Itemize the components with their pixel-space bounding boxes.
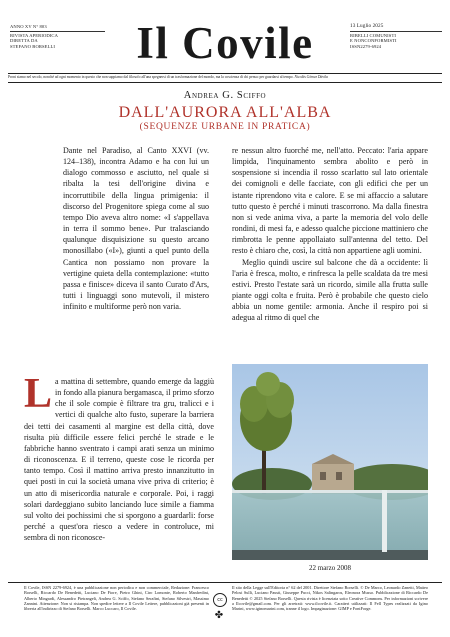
masthead-right-line: RIBELLI COMUNISTI — [350, 32, 396, 38]
article-author: Andrea G. Sciffo — [183, 90, 267, 101]
masthead-left — [10, 24, 105, 49]
col2-paragraph-2: Meglio quindi uscire sul balcone che dà a occidente: lì l'aria è fresca, molto, e rinfresca la pelle scaldata da tre mesi estivi. Presto l'estate sarà un ricordo, simile alla frutta sulle piante oggi colta e fruita. Però è probabile che questo cielo abbia un nome gentile: armonia. Anche il respiro poi si adegua al ritmo di quel che — [232, 257, 428, 323]
masthead-left-line: RIVISTA APERIODICA — [10, 32, 59, 38]
masthead-title: Il Covile — [136, 18, 314, 68]
para1-text: a mattina di settembre, quando emerge da laggiù in fondo alla pianura bergamasca, il primo sforzo che il sole compie è filtrare tra gru, tralicci e i vertici di qualche alto fusto, superare la barriera dei tetti dei casamenti al margine est della città, dove risulta più difficile essere felici perché le strade e le fabbriche hanno sventrato i campi arati senza un minimo di riconoscenza. E il terreno, queste cose le ricorda per tanto tempo. Così il mattino arriva presto innanzitutto in quei posti in cui la società umana vive priva di criterio; è un atto di misericordia naturale e corporale. Poi, i raggi solari dardeggiano subito lanciando luce simile a fiamma sul volto dei pochissimi che si sporgono a guardarli: forse perché a quest'ora riesco a vedere in controluce, mi sembra di non riconosce- — [24, 377, 214, 543]
intro-paragraph: Dante nel Paradiso, al Canto XXVI (vv. 124–138), incontra Adamo e ha con lui un dialogo commosso e asciutto, nel quale si ribalta la tesi dell'origine divina e incorruttibile della lingua primigenia: il discorso del Progenitore spiega come al suo tempo Dio aveva altro nome: «I s'appellava in terra il sommo bene». Pur tralasciando qualunque disquisizione su questo arcano monosillabo («I»), giunti a quel punto della Cantica non possiamo non provare la vertigine quieta della contemplazione: «tutto passa e finisce» diceva il santo Curato d'Ars, tutti i linguaggi sono mutevoli, il mistero infinito e multiforme però non varia. — [63, 146, 209, 312]
article-column-right — [232, 145, 428, 324]
masthead-right-line: ISSN2279-6924 — [350, 43, 382, 49]
footer-logo-icon: ✤ — [214, 610, 224, 621]
balcony-photo-image — [232, 364, 428, 560]
epigraph-author: Nicolás Gómez Dávila — [294, 75, 328, 79]
issue-number: ANNO XV N° 803 — [10, 24, 105, 32]
footer-right — [232, 585, 428, 611]
article-title: DALL'AURORA ALL'ALBA — [118, 104, 332, 121]
col2-paragraph-1: re nessun altro fuorché me, nell'atto. Peccato: l'aria appare limpida, l'inquinamento sembra abolito e però in sospensione si incendia il rosso scarlatto sul lato orientale dei comignoli e delle facciate, con gli edifici che per un istante riprendono vita e calore. E se mi affaccio a salutare tutto questo è perché i minuti trascorrono. Ma dalla finestra non si vede anima viva, a parte la memoria del volo delle rondini, di mesi fa, e adesso qualche piccione mattiniero che rimbrotta le penne appollaiato sull'antenna del tetto. Del resto è chiaro che, così, la città non appartiene agli uomini. — [232, 146, 428, 256]
epigraph-text: Proni siamo nel secolo, nonché ad ogni momento in questo che non sappiamo dal filosofo all'una spegnersi di un trasformazione del mondo, ma la coscienza di chi pensa: per guardarsi al tempo. — [8, 75, 294, 79]
footer-cc-icon: cc — [213, 593, 227, 607]
footer-right-text: Il sito della Legge sull'Editoria n° 62 del 2001. Direttore Stefano Borselli. © De Marco, Leonardo Zanetti, Matteo Pelosi Sulli, Luciano Pausti, Giuseppe Pucci, Nikos Salingaros, Eleonora Musso. Pubblicazione di Riccardo De Benedetti © 2025 Stefano Borselli. Questa rivista è licenziata sotto Creative Commons. Per informazioni scrivere a Ilcovile@gmail.com. Per gli arretrati: www.ilcovile.it. Caratteri utilizzati: Il Fell Types realizzati da Igino Marini, www.iginomarini.com, tranne il logo. Impaginazione: GIMP e FontForge. — [232, 585, 428, 611]
top-rule — [8, 73, 442, 74]
article-para1 — [24, 371, 214, 543]
masthead-left-line: DIRETTA DA — [10, 38, 38, 44]
article-intro — [63, 145, 209, 312]
issue-date: 13 Luglio 2025 — [350, 24, 442, 32]
footer-rule — [8, 582, 442, 583]
epigraph-rule — [8, 82, 442, 83]
article-subtitle: (SEQUENZE URBANE IN PRATICA) — [139, 122, 311, 132]
masthead-left-line: STEFANO BORSELLI — [10, 43, 56, 49]
footer-left-text: Il Covile, ISSN 2279-6924, è una pubblicazione non periodica e non commerciale, Redazione: Francesco Borselli, Riccardo De Benedetti, Luciano De Fiore, Pietro Ghini, Ciro Lomonte, Roberto Manfredini, Alberto Mingardi, Alessandro Pietrangeli, Andrea G. Sciffo, Stefano Serafini, Stefano Silvestri, Massimo Zannini. Attenzione: Non si ristampa. Non spedire lettere a Il Covile Lettere, pubblicazioni già presenti in libreria all'indirizzo di Stefano Borselli. Marco Luccaro, Il Covile. — [24, 585, 209, 611]
masthead-right-line: E NONCONFORMISTI — [350, 38, 397, 44]
article-photo — [232, 364, 428, 560]
footer-left — [24, 585, 209, 611]
epigraph — [8, 75, 442, 80]
drop-cap: L — [24, 371, 53, 417]
masthead-right — [350, 24, 442, 49]
photo-caption: 22 marzo 2008 — [309, 564, 351, 572]
